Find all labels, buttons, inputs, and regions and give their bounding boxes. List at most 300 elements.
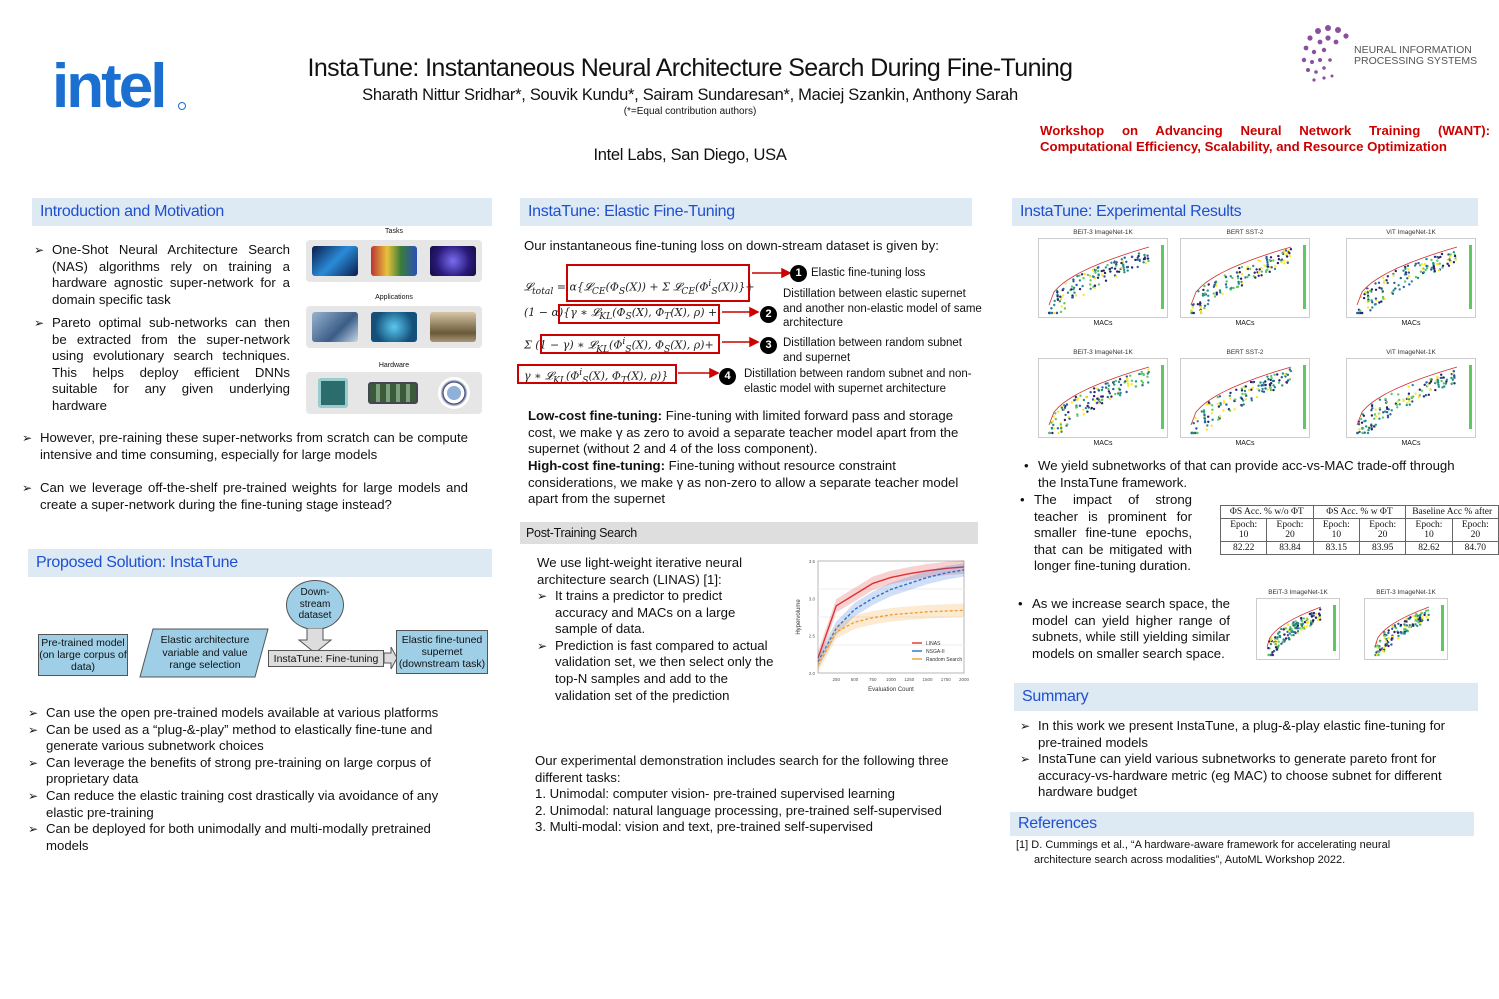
- scatter-point: [1448, 258, 1450, 260]
- scatter-point: [1192, 303, 1194, 305]
- scatter-plot-4: [1038, 349, 1168, 438]
- scatter-dots: [1039, 239, 1167, 317]
- scatter-point: [1207, 295, 1209, 297]
- scatter-point: [1441, 253, 1443, 255]
- scatter-point: [1404, 268, 1406, 270]
- scatter-point: [1135, 385, 1137, 387]
- scatter-point: [1078, 275, 1080, 277]
- scatter-point: [1252, 381, 1254, 383]
- colorbar: [1161, 365, 1164, 429]
- scatter-point: [1452, 372, 1454, 374]
- scatter-point: [1192, 306, 1194, 308]
- formula-box-4: [517, 364, 677, 384]
- scatter-point: [1062, 294, 1064, 296]
- scatter-point: [1050, 312, 1052, 314]
- scatter-point: [1219, 289, 1221, 291]
- neurips-line1: NEURAL INFORMATION: [1354, 44, 1472, 56]
- scatter-point: [1395, 270, 1397, 272]
- scatter-point: [1051, 432, 1053, 434]
- scatter-point: [1423, 395, 1425, 397]
- scatter-point: [1259, 268, 1261, 270]
- scatter-point: [1440, 374, 1442, 376]
- scatter-point: [1195, 427, 1197, 429]
- scatter-point: [1119, 378, 1121, 380]
- scatter-point: [1391, 628, 1393, 630]
- scatter-plot-2-title: BERT SST-2: [1226, 229, 1264, 236]
- scatter-point: [1057, 411, 1059, 413]
- scatter-point: [1419, 618, 1421, 620]
- scatter-point: [1378, 418, 1380, 420]
- scatter-point: [1290, 370, 1292, 372]
- scatter-point: [1412, 623, 1414, 625]
- scatter-point: [1438, 386, 1440, 388]
- scatter-point: [1364, 291, 1366, 293]
- table-cell-6: 84.70: [1452, 542, 1498, 555]
- scatter-point: [1071, 296, 1073, 298]
- scatter-point: [1424, 263, 1426, 265]
- neurips-line2: PROCESSING SYSTEMS: [1354, 55, 1478, 67]
- scatter-point: [1306, 618, 1308, 620]
- scatter-point: [1147, 368, 1149, 370]
- high-cost-title: High-cost fine-tuning:: [528, 458, 665, 473]
- scatter-point: [1076, 275, 1078, 277]
- scatter-point: [1380, 287, 1382, 289]
- scatter-point: [1371, 306, 1373, 308]
- scatter-point: [1391, 409, 1393, 411]
- high-cost-paragraph: [528, 458, 976, 508]
- scatter-point: [1194, 432, 1196, 434]
- scatter-point: [1382, 650, 1384, 652]
- scatter-point: [1453, 251, 1455, 253]
- scatter-point: [1280, 628, 1282, 630]
- scatter-point: [1270, 382, 1272, 384]
- scatter-point: [1434, 389, 1436, 391]
- results-bullet-1-text: • We yield subnetworks of that can provide acc-vs-MAC trade-off through the InstaTune framework.: [1020, 458, 1460, 491]
- scatter-point: [1391, 637, 1393, 639]
- scatter-point: [1286, 252, 1288, 254]
- scatter-point: [1109, 392, 1111, 394]
- scatter-point: [1053, 304, 1055, 306]
- scatter-point: [1101, 274, 1103, 276]
- scatter-point: [1379, 649, 1381, 651]
- scatter-point: [1273, 380, 1275, 382]
- scatter-point: [1200, 310, 1202, 312]
- post-heading: Post-Training Search: [520, 522, 978, 544]
- scatter-point: [1059, 300, 1061, 302]
- results-table-wrap: [1220, 505, 1499, 555]
- scatter-point: [1384, 637, 1386, 639]
- scatter-point: [1408, 395, 1410, 397]
- scatter-point: [1273, 374, 1275, 376]
- hypervolume-chart: [790, 553, 970, 701]
- scatter-point: [1284, 373, 1286, 375]
- colorbar: [1161, 245, 1164, 309]
- scatter-point: [1300, 617, 1302, 619]
- scatter-point: [1397, 635, 1399, 637]
- scatter-point: [1414, 619, 1416, 621]
- scatter-point: [1226, 280, 1228, 282]
- loss-label-1-text: Elastic fine-tuning loss: [811, 267, 926, 279]
- scatter-point: [1066, 423, 1068, 425]
- scatter-point: [1057, 299, 1059, 301]
- scatter-point: [1063, 302, 1065, 304]
- scatter-point: [1263, 264, 1265, 266]
- box-elastic-text: Elastic architecture variable and value range selection: [160, 634, 250, 671]
- scatter-point: [1287, 379, 1289, 381]
- scatter-point: [1318, 613, 1320, 615]
- scatter-point: [1110, 262, 1112, 264]
- scatter-point: [1404, 632, 1406, 634]
- scatter-point: [1293, 624, 1295, 626]
- scatter-xlabel-4: MACs: [1093, 440, 1113, 447]
- scatter-point: [1067, 411, 1069, 413]
- scatter-point: [1450, 253, 1452, 255]
- scatter-point: [1246, 266, 1248, 268]
- scatter-point: [1297, 630, 1299, 632]
- box-downstream-dataset: Down-stream dataset: [286, 580, 344, 630]
- scatter-point: [1143, 258, 1145, 260]
- scatter-point: [1303, 617, 1305, 619]
- scatter-point: [1270, 375, 1272, 377]
- scatter-point: [1238, 267, 1240, 269]
- scatter-point: [1273, 650, 1275, 652]
- scatter-point: [1415, 615, 1417, 617]
- summary-item-1: ➢ In this work we present InstaTune, a plug-&-play elastic fine-tuning for pre-trained models: [1020, 718, 1472, 751]
- scatter-point: [1282, 640, 1284, 642]
- scatter-point: [1196, 432, 1198, 434]
- scatter-point: [1272, 259, 1274, 261]
- scatter-point: [1282, 372, 1284, 374]
- scatter-point: [1207, 421, 1209, 423]
- scatter-point: [1404, 628, 1406, 630]
- scatter-point: [1453, 370, 1455, 372]
- scatter-point: [1373, 418, 1375, 420]
- scatter-point: [1449, 261, 1451, 263]
- scatter-point: [1398, 399, 1400, 401]
- scatter-point: [1131, 256, 1133, 258]
- scatter-point: [1446, 263, 1448, 265]
- scatter-point: [1115, 265, 1117, 267]
- scatter-plot-3-title: ViT ImageNet-1K: [1386, 229, 1436, 236]
- scatter-point: [1087, 274, 1089, 276]
- scatter-point: [1390, 643, 1392, 645]
- scatter-point: [1357, 432, 1359, 434]
- scatter-point: [1378, 301, 1380, 303]
- scatter-point: [1281, 252, 1283, 254]
- scatter-point: [1225, 276, 1227, 278]
- scatter-point: [1261, 388, 1263, 390]
- scatter-point: [1281, 376, 1283, 378]
- scatter-point: [1267, 647, 1269, 649]
- scatter-point: [1098, 283, 1100, 285]
- scatter-point: [1427, 614, 1429, 616]
- scatter-point: [1272, 389, 1274, 391]
- x-axis-label: Evaluation Count: [868, 687, 914, 693]
- scatter-point: [1120, 267, 1122, 269]
- scatter-point: [1101, 270, 1103, 272]
- proposed-heading: Proposed Solution: InstaTune: [28, 549, 492, 577]
- scatter-point: [1276, 648, 1278, 650]
- scatter-point: [1193, 312, 1195, 314]
- x-tick-label: 1000: [885, 677, 897, 682]
- scatter-point: [1252, 265, 1254, 267]
- demo-intro: Our experimental demonstration includes search for the following three different tasks:: [535, 753, 949, 785]
- scatter-point: [1060, 427, 1062, 429]
- scatter-point: [1086, 405, 1088, 407]
- scatter-point: [1393, 631, 1395, 633]
- scatter-point: [1104, 272, 1106, 274]
- scatter-point: [1287, 623, 1289, 625]
- scatter-point: [1197, 420, 1199, 422]
- scatter-point: [1267, 263, 1269, 265]
- scatter-point: [1421, 617, 1423, 619]
- scatter-point: [1412, 384, 1414, 386]
- scatter-point: [1447, 253, 1449, 255]
- scatter-point: [1294, 631, 1296, 633]
- scatter-point: [1241, 266, 1243, 268]
- scatter-point: [1374, 408, 1376, 410]
- scatter-point: [1094, 272, 1096, 274]
- scatter-point: [1109, 270, 1111, 272]
- scatter-point: [1146, 376, 1148, 378]
- scatter-point: [1056, 312, 1058, 314]
- box-pretrained-model: Pre-trained model (on large corpus of data): [38, 634, 128, 676]
- scatter-point: [1289, 255, 1291, 257]
- scatter-point: [1217, 396, 1219, 398]
- scatter-point: [1142, 261, 1144, 263]
- scatter-point: [1130, 383, 1132, 385]
- scatter-point: [1105, 383, 1107, 385]
- scatter-point: [1360, 418, 1362, 420]
- scatter-point: [1071, 285, 1073, 287]
- scatter-point: [1101, 399, 1103, 401]
- scatter-point: [1393, 282, 1395, 284]
- scatter-point: [1292, 621, 1294, 623]
- intro-bullet-4-text: ➢ Can we leverage off-the-shelf pre-trained weights for large models and create a super-network during the fine-tuning stage instead?: [22, 480, 468, 513]
- scatter-point: [1238, 283, 1240, 285]
- scatter-point: [1274, 268, 1276, 270]
- loss-label-2: Distillation between elastic supernet and another non-elastic model of same architecture: [783, 288, 982, 329]
- scatter-point: [1258, 271, 1260, 273]
- proposed-item-2: ➢ Can be used as a “plug-&-play” method to elastically fine-tune and generate various subnetwork choices: [28, 722, 470, 755]
- scatter-plot-1: [1038, 229, 1168, 318]
- scatter-point: [1368, 427, 1370, 429]
- scatter-point: [1424, 384, 1426, 386]
- scatter-point: [1206, 403, 1208, 405]
- scatter-point: [1389, 413, 1391, 415]
- scatter-point: [1103, 275, 1105, 277]
- scatter-point: [1225, 286, 1227, 288]
- scatter-point: [1289, 628, 1291, 630]
- scatter-point: [1387, 632, 1389, 634]
- scatter-point: [1115, 380, 1117, 382]
- scatter-point: [1262, 382, 1264, 384]
- scatter-point: [1396, 406, 1398, 408]
- scatter-point: [1270, 654, 1272, 656]
- scatter-point: [1382, 416, 1384, 418]
- pareto-front-line: [1357, 247, 1457, 305]
- scatter-point: [1419, 614, 1421, 616]
- scatter-point: [1397, 623, 1399, 625]
- scatter-xlabel-2: MACs: [1235, 320, 1255, 327]
- scatter-point: [1241, 393, 1243, 395]
- scatter-point: [1367, 432, 1369, 434]
- results-bullet-2-text: • The impact of strong teacher is prominent for smaller fine-tune epochs, that can be mitigated with longer fine-tuning duration.: [1016, 492, 1192, 575]
- scatter-point: [1264, 387, 1266, 389]
- scatter-point: [1246, 276, 1248, 278]
- scatter-point: [1075, 284, 1077, 286]
- scatter-point: [1379, 640, 1381, 642]
- scatter-point: [1275, 646, 1277, 648]
- table-sub-4: Epoch: 20: [1359, 519, 1405, 542]
- scatter-point: [1241, 389, 1243, 391]
- table-sub-2: Epoch: 20: [1267, 519, 1313, 542]
- scatter-point: [1131, 266, 1133, 268]
- colorbar: [1303, 365, 1306, 429]
- scatter-point: [1053, 312, 1055, 314]
- scatter-point: [1147, 257, 1149, 259]
- post-list: [537, 588, 777, 704]
- loss-number-2: [760, 304, 781, 323]
- scatter-point: [1125, 391, 1127, 393]
- scatter-point: [1127, 382, 1129, 384]
- proposed-item-5: ➢ Can be deployed for both unimodally and multi-modally pretrained models: [28, 821, 470, 854]
- scatter-point: [1433, 266, 1435, 268]
- scatter-point: [1075, 294, 1077, 296]
- scatter-dots: [1257, 599, 1339, 659]
- scatter-point: [1392, 625, 1394, 627]
- scatter-point: [1453, 375, 1455, 377]
- scatter-point: [1096, 398, 1098, 400]
- intro-bullet-2-text: ➢ Pareto optimal sub-networks can then be extracted from the super-network using evolutionary search techniques. This helps deploy efficient DNNs suitable for any given underlying hardware: [34, 315, 290, 415]
- scatter-point: [1143, 374, 1145, 376]
- scatter-point: [1090, 288, 1092, 290]
- scatter-point: [1248, 274, 1250, 276]
- results-bullet-3: [1014, 596, 1230, 662]
- intro-bullet-1-text: ➢ One-Shot Neural Architecture Search (NAS) algorithms rely on training a hardware agnostic super-network for a domain specific task: [34, 242, 290, 308]
- scatter-point: [1307, 621, 1309, 623]
- scatter-point: [1402, 270, 1404, 272]
- scatter-point: [1110, 395, 1112, 397]
- scatter-point: [1379, 399, 1381, 401]
- scatter-point: [1063, 404, 1065, 406]
- scatter-point: [1429, 378, 1431, 380]
- scatter-point: [1269, 271, 1271, 273]
- scatter-point: [1277, 262, 1279, 264]
- scatter-point: [1439, 256, 1441, 258]
- scatter-point: [1295, 627, 1297, 629]
- scatter-point: [1114, 268, 1116, 270]
- scatter-point: [1390, 393, 1392, 395]
- table-header-row: [1221, 506, 1499, 519]
- results-bullet-1: [1020, 458, 1460, 491]
- scatter-point: [1207, 416, 1209, 418]
- scatter-point: [1085, 407, 1087, 409]
- demo-task-2: 2. Unimodal: natural language processing, pre-trained self-supervised: [535, 802, 942, 818]
- scatter-point: [1408, 283, 1410, 285]
- scatter-point: [1371, 405, 1373, 407]
- scatter-point: [1091, 407, 1093, 409]
- scatter-point: [1367, 296, 1369, 298]
- scatter-point: [1222, 409, 1224, 411]
- table-group-1: ΦS Acc. % w/o ΦT: [1221, 506, 1314, 519]
- loss-label-4: Distillation between random subnet and non-elastic model with supernet architecture: [744, 368, 972, 395]
- scatter-point: [1230, 287, 1232, 289]
- table-sub-6: Epoch: 20: [1452, 519, 1498, 542]
- scatter-point: [1206, 428, 1208, 430]
- scatter-point: [1221, 293, 1223, 295]
- scatter-point: [1267, 378, 1269, 380]
- scatter-point: [1283, 633, 1285, 635]
- scatter-point: [1211, 412, 1213, 414]
- x-tick-label: 250: [832, 677, 841, 682]
- pareto-front-line: [1191, 367, 1291, 425]
- elastic-intro: Our instantaneous fine-tuning loss on down-stream dataset is given by:: [524, 238, 939, 253]
- scatter-point: [1411, 280, 1413, 282]
- scatter-plot-6-title: ViT ImageNet-1K: [1386, 349, 1436, 356]
- scatter-point: [1255, 268, 1257, 270]
- scatter-point: [1358, 423, 1360, 425]
- loss-number-4: [719, 366, 740, 385]
- scatter-point: [1075, 396, 1077, 398]
- scatter-point: [1146, 255, 1148, 257]
- scatter-point: [1285, 637, 1287, 639]
- scatter-point: [1071, 401, 1073, 403]
- results-table: [1220, 505, 1499, 555]
- scatter-point: [1105, 386, 1107, 388]
- y-tick-label: 2.5: [808, 633, 815, 639]
- scatter-point: [1225, 403, 1227, 405]
- scatter-point: [1115, 276, 1117, 278]
- scatter-point: [1414, 264, 1416, 266]
- scatter-point: [1191, 432, 1193, 434]
- scatter-point: [1425, 265, 1427, 267]
- scatter-point: [1394, 287, 1396, 289]
- scatter-point: [1408, 393, 1410, 395]
- scatter-point: [1443, 376, 1445, 378]
- scatter-point: [1101, 389, 1103, 391]
- scatter-point: [1107, 396, 1109, 398]
- scatter-point: [1434, 256, 1436, 258]
- formula-line-2: (1 − α){γ ∗ $𝓛_{KL}(\Phi_S(X)$, $\Phi_T(X)$, ρ) +: [524, 306, 718, 323]
- scatter-point: [1094, 277, 1096, 279]
- scatter-point: [1291, 630, 1293, 632]
- scatter-point: [1415, 393, 1417, 395]
- high-cost-text: Fine-tuning without resource constraint considerations, we make γ as non-zero to allow a separate teacher model apart from the supernet: [528, 458, 959, 507]
- scatter-point: [1234, 408, 1236, 410]
- scatter-point: [1371, 288, 1373, 290]
- demo-task-3: 3. Multi-modal: vision and text, pre-trained self-supervised: [535, 819, 873, 835]
- scatter-point: [1400, 631, 1402, 633]
- scatter-point: [1438, 269, 1440, 271]
- scatter-point: [1392, 289, 1394, 291]
- scatter-point: [1131, 380, 1133, 382]
- fig-hardware-label: Hardware: [378, 362, 410, 369]
- scatter-point: [1193, 422, 1195, 424]
- table-sub-5: Epoch: 10: [1406, 519, 1452, 542]
- formula-line-3: Σ (1 − γ) ∗ $𝓛_{KL}(\Phi^i_S(X)$, $\Phi_S(X)$, ρ)+: [524, 336, 714, 355]
- y-tick-label: 2.0: [808, 671, 815, 676]
- scatter-point: [1216, 403, 1218, 405]
- small-scatter-1-title: BEiT-3 ImageNet-1K: [1268, 589, 1328, 596]
- low-cost-text: Fine-tuning with limited forward pass and storage cost, we make γ as zero to avoid a separate teacher model apart from the supernet (without 2 and 4 of the loss component).: [528, 408, 959, 457]
- scatter-point: [1098, 274, 1100, 276]
- scatter-point: [1070, 288, 1072, 290]
- small-scatter-2-title: BEiT-3 ImageNet-1K: [1376, 589, 1436, 596]
- scatter-point: [1260, 274, 1262, 276]
- scatter-point: [1292, 634, 1294, 636]
- scatter-point: [1276, 373, 1278, 375]
